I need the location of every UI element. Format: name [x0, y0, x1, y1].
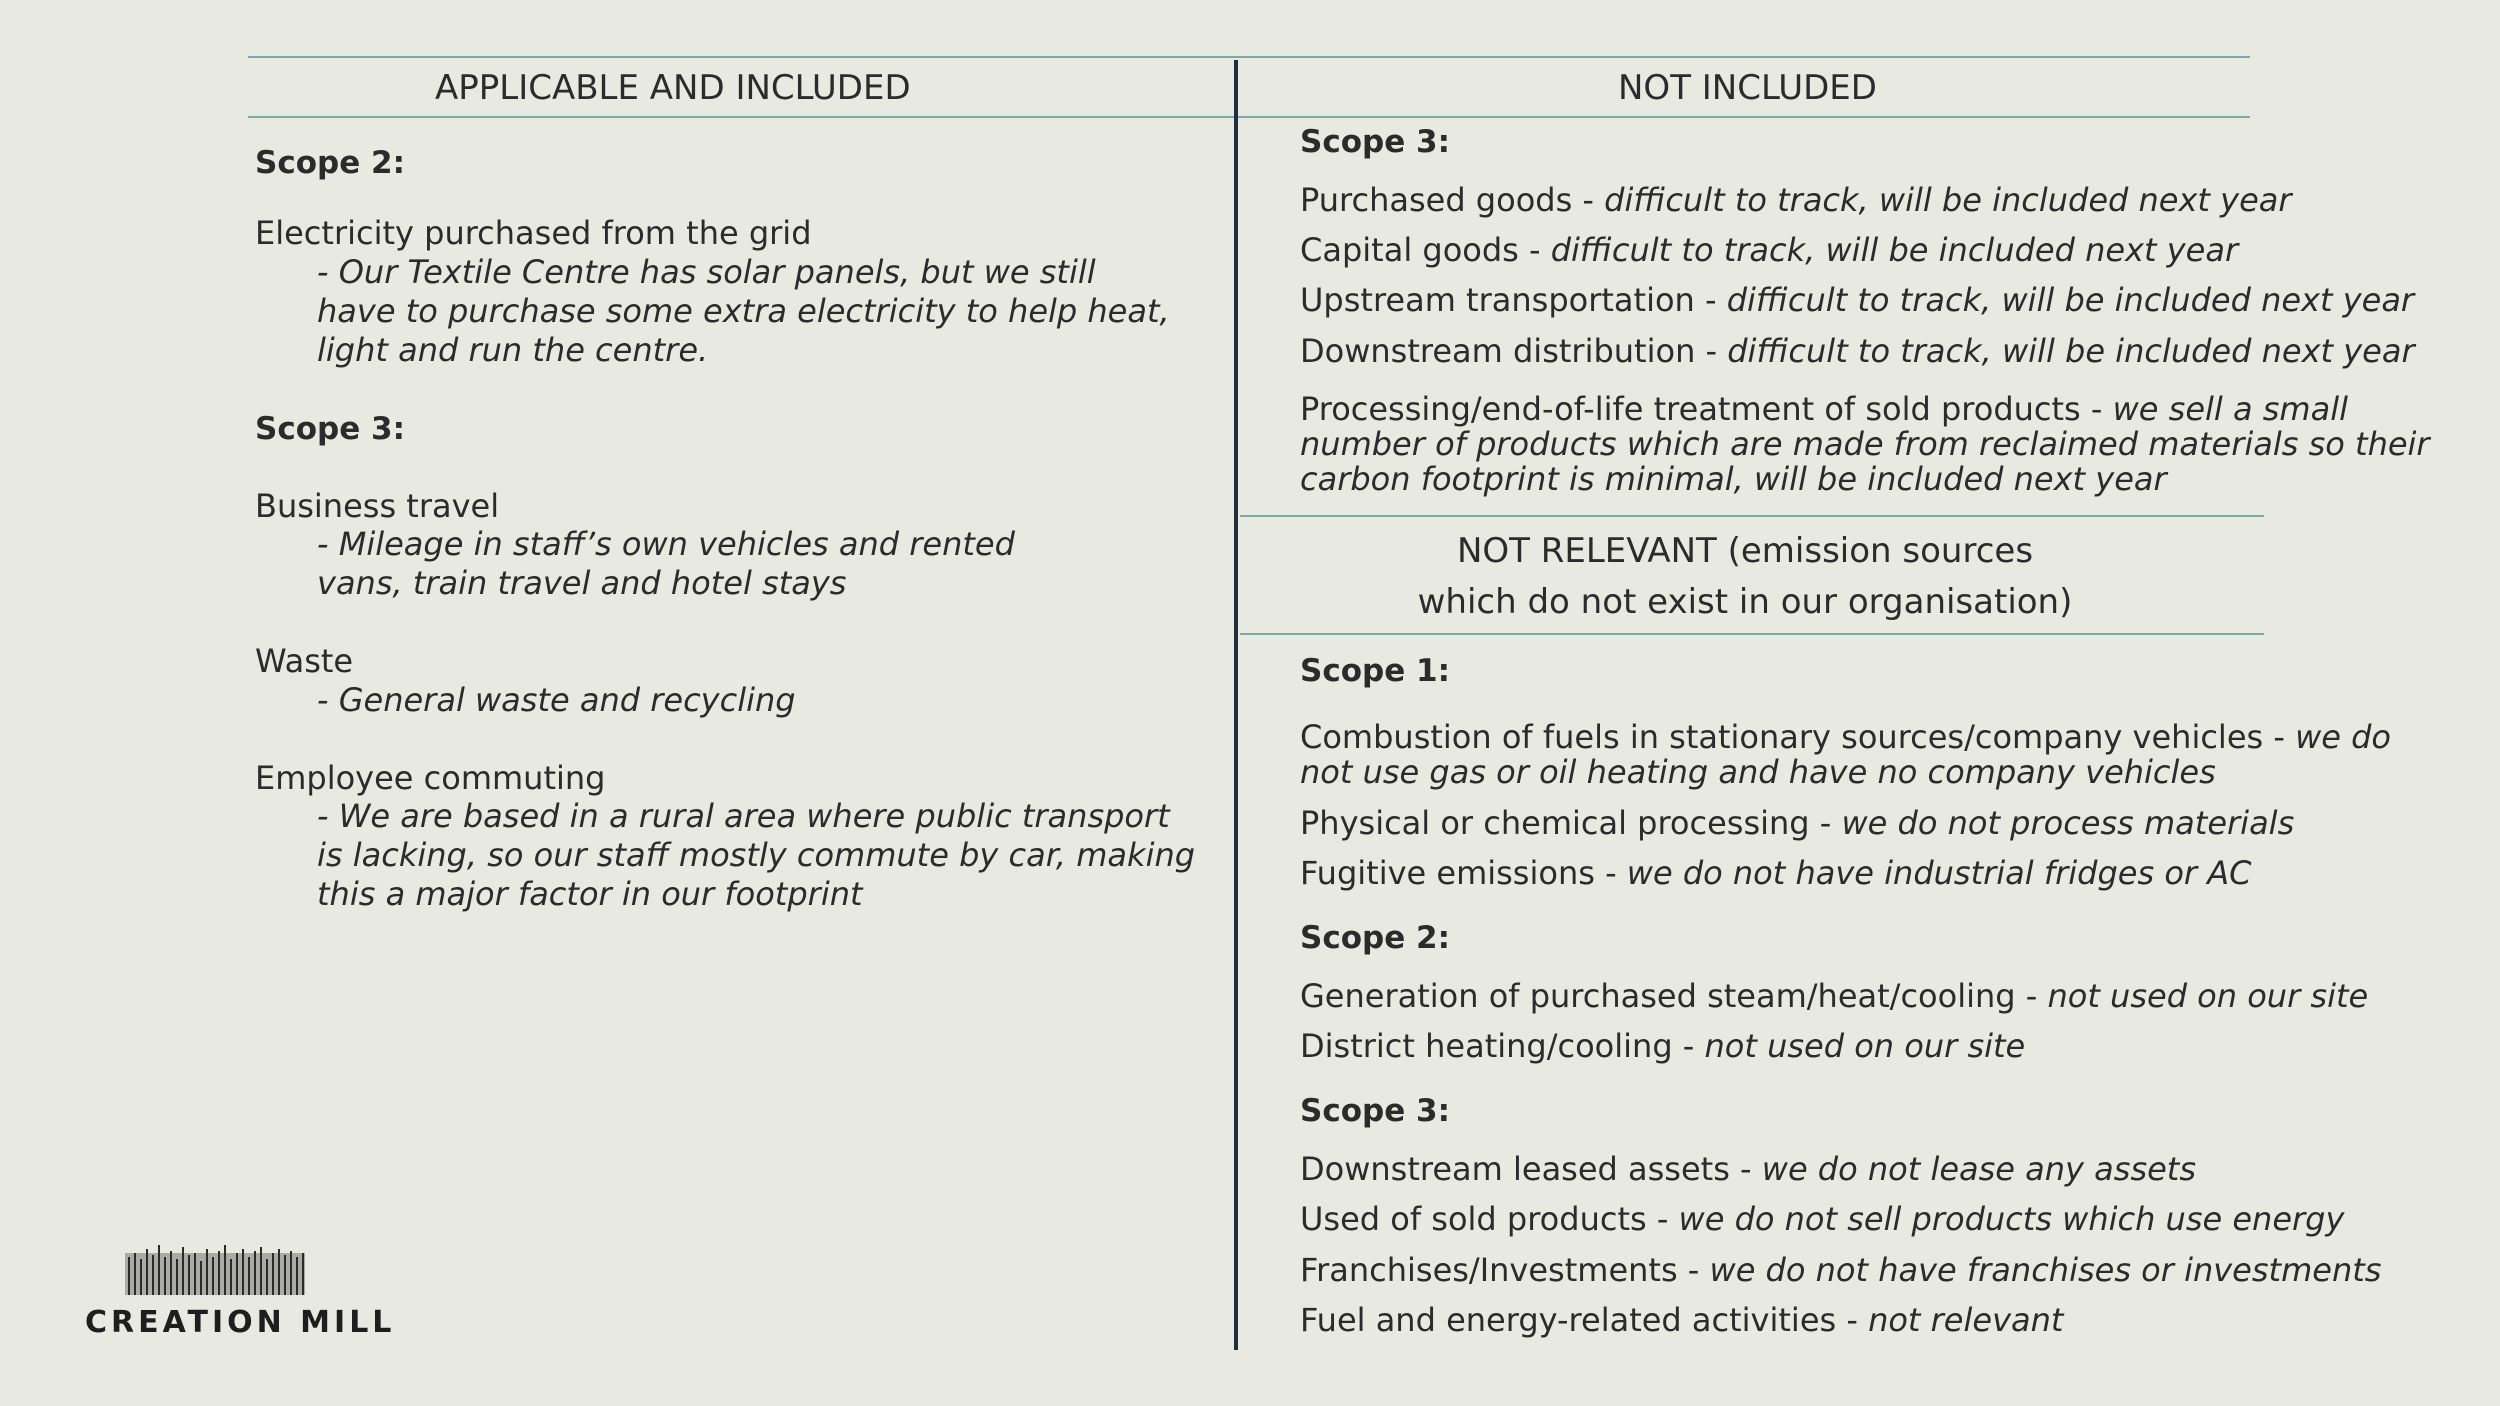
left-scope3-heading: Scope 3: — [255, 411, 405, 447]
fuel-energy-item: Fuel and energy-related activities - not relevant — [1300, 1301, 2064, 1339]
column-divider — [1234, 60, 1238, 1350]
not-relevant-scope2-heading: Scope 2: — [1300, 920, 1450, 956]
not-included-header: NOT INCLUDED — [1618, 68, 1877, 108]
business-travel-note: - Mileage in staff’s own vehicles and rented vans, train travel and hotel stays — [317, 525, 1015, 602]
processing-item: Processing/end-of-life treatment of sold products - we sell a small number of products which are made from reclaimed materials so their carbon footprint is minimal, will be included next year — [1300, 390, 2430, 498]
top-rule — [248, 56, 2250, 58]
business-travel-title: Business travel — [255, 487, 500, 525]
commuting-title: Employee commuting — [255, 759, 606, 797]
purchased-goods-item: Purchased goods - difficult to track, will be included next year — [1300, 181, 2292, 219]
not-included-scope3-heading: Scope 3: — [1300, 124, 1450, 160]
franchises-item: Franchises/Investments - we do not have franchises or investments — [1300, 1251, 2382, 1289]
waste-title: Waste — [255, 642, 354, 680]
left-scope2-heading: Scope 2: — [255, 145, 405, 181]
capital-goods-item: Capital goods - difficult to track, will be included next year — [1300, 231, 2239, 269]
not-relevant-bottom-rule — [1240, 633, 2264, 635]
waste-note: - General waste and recycling — [317, 681, 796, 719]
logo-text: CREATION MILL — [85, 1305, 396, 1340]
physical-chemical-item: Physical or chemical processing - we do not process materials — [1300, 804, 2295, 842]
not-relevant-top-rule — [1240, 515, 2264, 517]
district-heating-item: District heating/cooling - not used on our site — [1300, 1027, 2026, 1065]
applicable-included-header: APPLICABLE AND INCLUDED — [435, 68, 911, 108]
not-relevant-header: NOT RELEVANT (emission sources which do not exist in our organisation) — [1417, 531, 2073, 622]
downstream-distribution-item: Downstream distribution - difficult to track, will be included next year — [1300, 332, 2415, 370]
leased-assets-item: Downstream leased assets - we do not lease any assets — [1300, 1150, 2197, 1188]
electricity-title: Electricity purchased from the grid — [255, 214, 812, 252]
purchased-steam-item: Generation of purchased steam/heat/cooling - not used on our site — [1300, 977, 2369, 1015]
commuting-note: - We are based in a rural area where public transport is lacking, so our staff mostly commute by car, making this a major factor in our footprint — [317, 797, 1196, 913]
not-relevant-scope3-heading: Scope 3: — [1300, 1093, 1450, 1129]
fugitive-emissions-item: Fugitive emissions - we do not have industrial fridges or AC — [1300, 854, 2252, 892]
sold-products-item: Used of sold products - we do not sell products which use energy — [1300, 1200, 2345, 1238]
combustion-item: Combustion of fuels in stationary sources/company vehicles - we do not use gas or oil heating and have no company vehicles — [1300, 718, 2391, 791]
upstream-transport-item: Upstream transportation - difficult to track, will be included next year — [1300, 281, 2415, 319]
header-rule — [248, 116, 2250, 118]
electricity-note: - Our Textile Centre has solar panels, but we still have to purchase some extra electricity to help heat, light and run the centre. — [317, 253, 1170, 369]
not-relevant-scope1-heading: Scope 1: — [1300, 653, 1450, 689]
